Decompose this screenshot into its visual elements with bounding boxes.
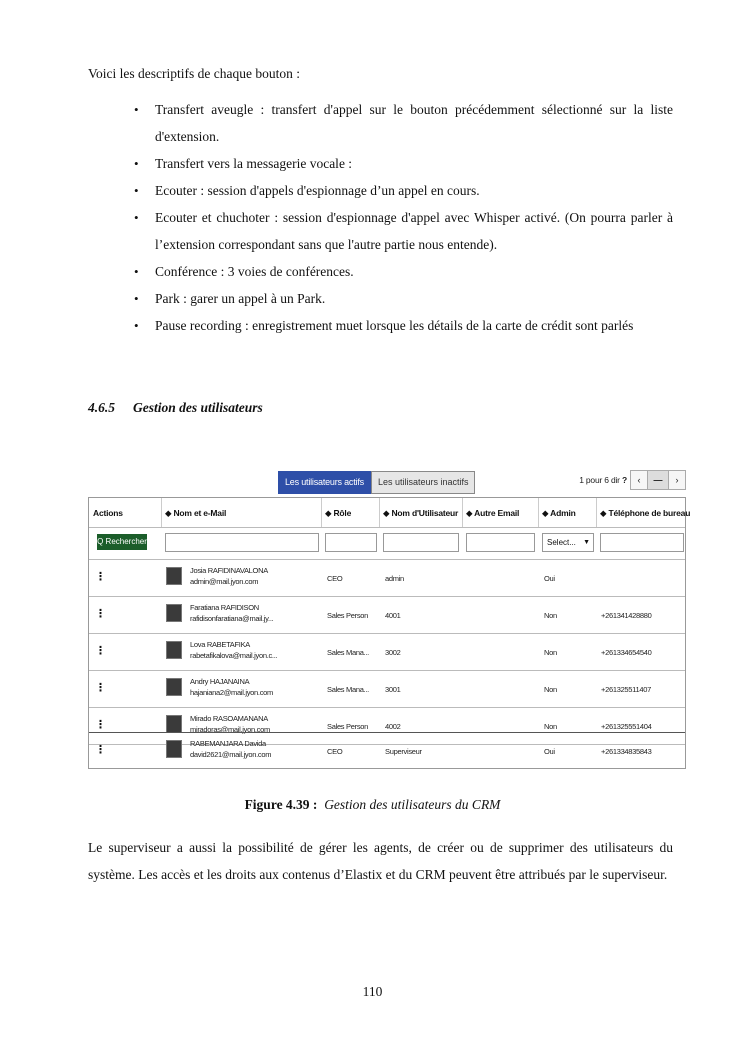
- tab-inactive-users[interactable]: Les utilisateurs inactifs: [371, 471, 476, 494]
- list-item: • Transfert vers la messagerie vocale :: [155, 150, 673, 177]
- user-username: 4002: [385, 722, 401, 731]
- user-phone: +261334835843: [601, 747, 652, 756]
- header-role[interactable]: ◆ Rôle: [325, 508, 352, 518]
- other-email-filter-input[interactable]: [466, 533, 535, 552]
- figure-label: Figure 4.39 :: [244, 797, 318, 812]
- search-button[interactable]: Q Rechercher: [97, 534, 147, 550]
- role-filter-input[interactable]: [325, 533, 377, 552]
- list-item: • Transfert aveugle : transfert d'appel sur le bouton précédemment sélectionné sur la liste d'extension.: [155, 96, 673, 150]
- avatar: [166, 740, 182, 758]
- body-paragraph: Le superviseur a aussi la possibilité de gérer les agents, de créer ou de supprimer des utilisateurs du système. Les accès et les droits aux contenus d’Elastix et du CRM peuvent être attribués par le superviseur.: [88, 840, 673, 882]
- chevron-down-icon: ▼: [583, 539, 590, 546]
- avatar: [166, 715, 182, 733]
- header-actions: Actions: [93, 508, 123, 518]
- row-actions-icon[interactable]: ⋮: [95, 608, 106, 620]
- section-title: Gestion des utilisateurs: [133, 400, 263, 415]
- table-row[interactable]: [89, 732, 685, 769]
- user-admin: Non: [544, 648, 557, 657]
- user-name: Faratiana RAFIDISON: [190, 603, 259, 612]
- user-admin: Non: [544, 722, 557, 731]
- user-phone: +261325511407: [601, 685, 651, 694]
- row-actions-icon[interactable]: ⋮: [95, 744, 106, 756]
- user-role: Sales Person: [327, 722, 369, 731]
- list-item: • Ecouter et chuchoter : session d'espionnage d'appel avec Whisper activé. (On pourra parler à l’extension correspondant sans que l'autre partie nous entende).: [155, 204, 673, 258]
- crm-user-management-screenshot: [88, 470, 691, 770]
- user-role: Sales Mana...: [327, 648, 369, 657]
- list-item: • Park : garer un appel à un Park.: [155, 285, 673, 312]
- user-username: 3001: [385, 685, 401, 694]
- figure-title: Gestion des utilisateurs du CRM: [324, 797, 501, 812]
- intro-text: Voici les descriptifs de chaque bouton :: [88, 66, 300, 81]
- table-row[interactable]: [89, 560, 685, 597]
- table-row[interactable]: [89, 634, 685, 671]
- header-admin[interactable]: ◆ Admin: [542, 508, 576, 518]
- table-header: [89, 498, 691, 528]
- user-username: 4001: [385, 611, 401, 620]
- row-actions-icon[interactable]: ⋮: [95, 645, 106, 657]
- row-actions-icon[interactable]: ⋮: [95, 682, 106, 694]
- user-phone: +261325551404: [601, 722, 652, 731]
- user-role: Sales Person: [327, 611, 369, 620]
- avatar: [166, 641, 182, 659]
- page-number: 110: [362, 984, 383, 999]
- user-email: hajaniana2@mail.jyon.com: [190, 688, 273, 697]
- user-name: Andry HAJANAINA: [190, 677, 250, 686]
- user-role: CEO: [327, 747, 343, 756]
- user-admin: Oui: [544, 747, 555, 756]
- section-number: 4.6.5: [88, 400, 115, 415]
- user-admin: Non: [544, 611, 557, 620]
- header-other-email[interactable]: ◆ Autre Email: [466, 508, 520, 518]
- button-description-list: [155, 96, 673, 339]
- current-page-button[interactable]: —: [647, 470, 669, 490]
- header-username[interactable]: ◆ Nom d'Utilisateur: [383, 508, 459, 518]
- avatar: [166, 604, 182, 622]
- username-filter-input[interactable]: [383, 533, 459, 552]
- table-row[interactable]: [89, 671, 685, 708]
- list-item: • Conférence : 3 voies de conférences.: [155, 258, 673, 285]
- users-table: [88, 497, 691, 769]
- user-email: admin@mail.jyon.com: [190, 577, 259, 586]
- tab-active-users[interactable]: Les utilisateurs actifs: [278, 471, 371, 494]
- name-email-filter-input[interactable]: [165, 533, 319, 552]
- help-icon[interactable]: ?: [622, 475, 627, 485]
- user-role: Sales Mana...: [327, 685, 369, 694]
- user-username: admin: [385, 574, 404, 583]
- filter-row: [89, 528, 685, 560]
- table-row[interactable]: [89, 597, 685, 634]
- pagination: [579, 470, 686, 490]
- user-admin: Non: [544, 685, 557, 694]
- user-email: rafidisonfaratiana@mail.jy...: [190, 614, 274, 623]
- prev-page-button[interactable]: ‹: [630, 470, 648, 490]
- avatar: [166, 567, 182, 585]
- user-name: Lova RABETAFIKA: [190, 640, 250, 649]
- user-role: CEO: [327, 574, 343, 583]
- user-admin: Oui: [544, 574, 555, 583]
- user-status-tabs: [278, 471, 475, 492]
- user-name: Josia RAFIDINAVALONA: [190, 566, 268, 575]
- row-actions-icon[interactable]: ⋮: [95, 719, 106, 731]
- header-phone[interactable]: ◆ Téléphone de bureau: [600, 508, 691, 518]
- user-name: RABEMANJARA Davida: [190, 739, 266, 748]
- user-email: rabetafikalova@mail.jyon.c...: [190, 651, 278, 660]
- user-phone: +261334654540: [601, 648, 652, 657]
- user-email: david2621@mail.jyon.com: [190, 750, 272, 759]
- avatar: [166, 678, 182, 696]
- section-heading: [88, 400, 263, 416]
- header-name-email[interactable]: ◆ Nom et e-Mail: [165, 508, 227, 518]
- row-actions-icon[interactable]: ⋮: [95, 571, 106, 583]
- list-item: • Ecouter : session d'appels d'espionnage d’un appel en cours.: [155, 177, 673, 204]
- user-phone: +261341428880: [601, 611, 652, 620]
- user-username: 3002: [385, 648, 401, 657]
- pagination-label: 1 pour 6 dir ?: [579, 475, 627, 485]
- figure-caption: [0, 797, 745, 813]
- user-name: Mirado RASOAMANANA: [190, 714, 268, 723]
- admin-filter-select[interactable]: Select... ▼: [542, 533, 594, 552]
- user-email: miradoras@mail.jyon.com: [190, 725, 270, 734]
- phone-filter-input[interactable]: [600, 533, 684, 552]
- list-item: • Pause recording : enregistrement muet lorsque les détails de la carte de crédit sont parlés: [155, 312, 673, 339]
- next-page-button[interactable]: ›: [668, 470, 686, 490]
- user-username: Superviseur: [385, 747, 422, 756]
